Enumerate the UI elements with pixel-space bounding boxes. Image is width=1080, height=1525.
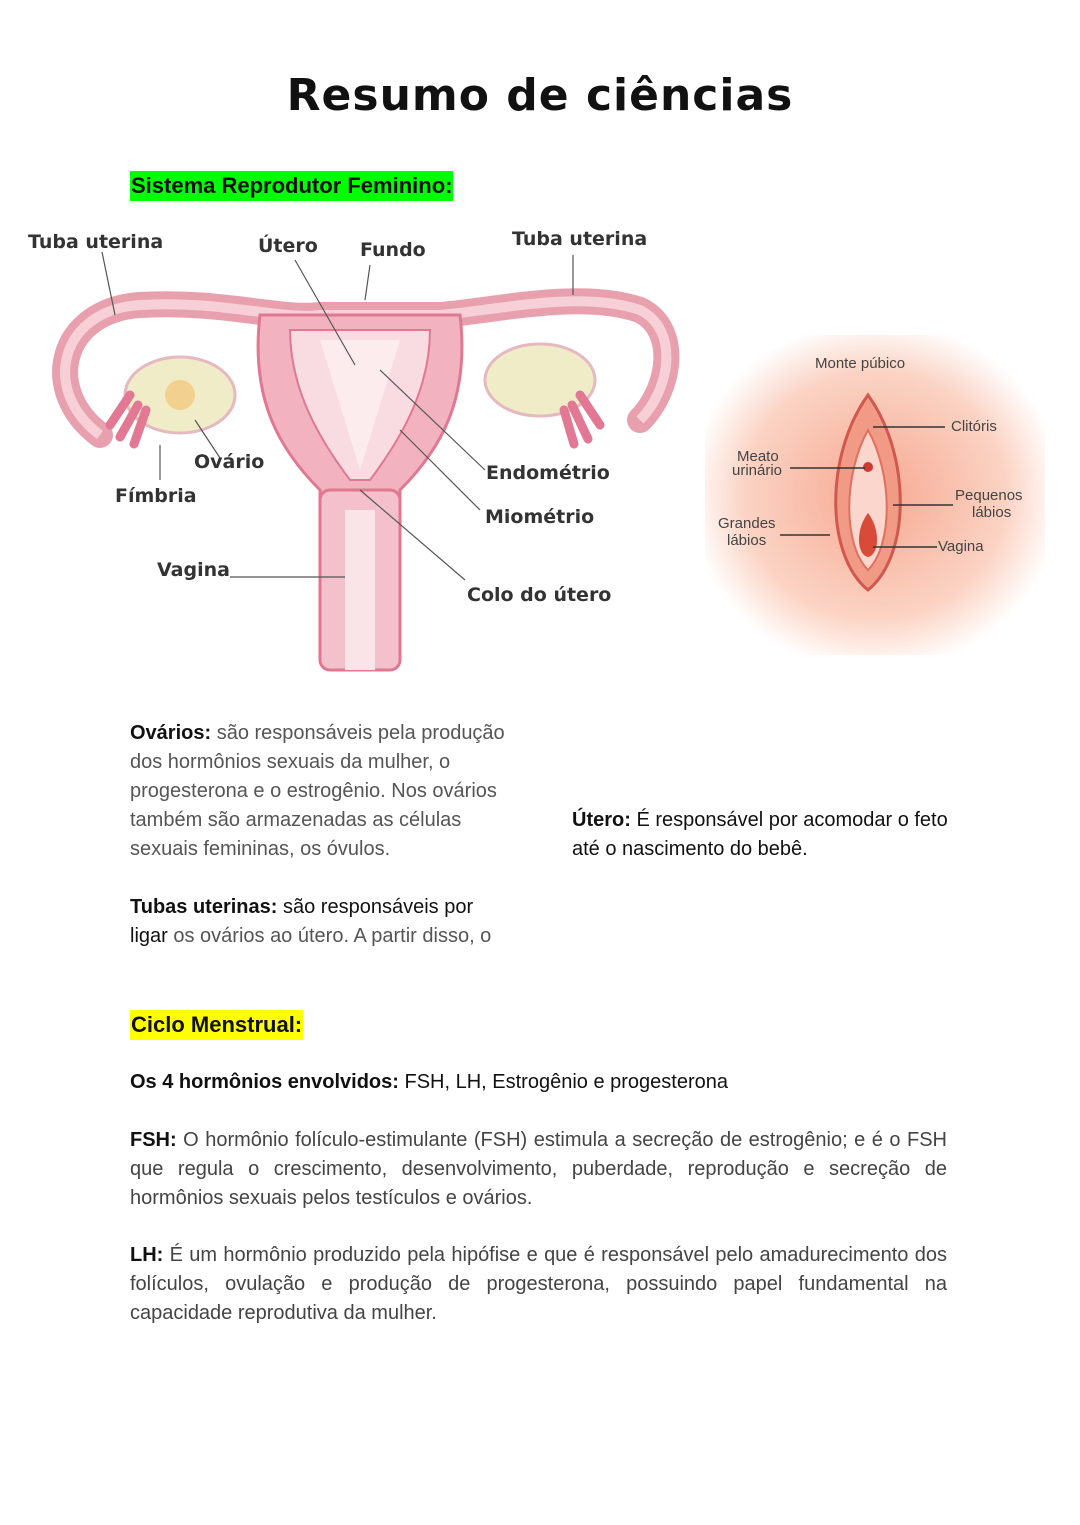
label-fimbria: Fímbria [115, 485, 197, 507]
term-tubas: Tubas uterinas: [130, 896, 278, 918]
paragraph-tubas [130, 893, 515, 951]
text-hormonios: FSH, LH, Estrogênio e progesterona [398, 1071, 728, 1093]
paragraph-ovarios [130, 719, 515, 864]
text-fsh: O hormônio folículo-estimulante (FSH) estimula a secreção de estrogênio; e é o FSH que regula o crescimento, desenvolvimento, puberdade, reprodução e secreção de hormônios sexuais pelos testículos e ovários. [130, 1129, 947, 1209]
text-ovarios: são responsáveis pela produção dos hormônios sexuais da mulher, o progesterona e o estrogênio. Nos ovários também são armazenadas as células sexuais femininas, os óvulos. [130, 722, 505, 860]
uterus-diagram [20, 220, 700, 680]
label-pequenos-2: lábios [972, 504, 1012, 521]
tubas-continuation [572, 719, 957, 777]
label-ovario: Ovário [194, 451, 265, 473]
paragraph-hormonios [130, 1068, 947, 1097]
label-meato-2: urinário [732, 462, 783, 479]
paragraph-utero [572, 806, 957, 864]
term-hormonios: Os 4 hormônios envolvidos: [130, 1071, 399, 1093]
label-tuba-uterina-right: Tuba uterina [512, 228, 648, 250]
text-tubas-gray: os ovários ao útero. A partir disso, o [173, 925, 492, 947]
label-meato-1: Meato [737, 448, 779, 465]
label-vagina-external: Vagina [938, 538, 984, 555]
vulva-diagram [705, 335, 1045, 655]
label-grandes-2: lábios [727, 532, 767, 549]
label-grandes-1: Grandes [718, 515, 776, 532]
text-utero: É responsável por acomodar o feto até o nascimento do bebê. [572, 809, 948, 860]
term-utero: Útero: [572, 809, 631, 831]
section-heading-ciclo: Ciclo Menstrual: [130, 1010, 303, 1040]
text-lh: É um hormônio produzido pela hipófise e que é responsável pelo amadurecimento dos folículos, ovulação e produção de progesterona, possuindo papel fundamental na capacidade reprodutiva da mulher. [130, 1244, 947, 1324]
paragraph-fsh [130, 1126, 947, 1213]
section-heading-reprodutor: Sistema Reprodutor Feminino: [130, 171, 453, 201]
text-column-right [572, 719, 957, 893]
term-ovarios: Ovários: [130, 722, 212, 744]
label-endometrio: Endométrio [486, 462, 610, 484]
label-fundo: Fundo [360, 239, 426, 261]
text-tubas-black: são responsáveis por ligar [130, 896, 474, 947]
label-utero: Útero [258, 235, 318, 257]
label-pequenos-1: Pequenos [955, 487, 1023, 504]
text-column-left [130, 719, 515, 980]
label-monte-pubico: Monte púbico [815, 355, 906, 372]
page-title: Resumo de ciências [286, 70, 794, 121]
label-colo-do-utero: Colo do útero [467, 584, 612, 606]
paragraph-lh [130, 1241, 947, 1328]
label-vagina: Vagina [157, 559, 230, 581]
term-lh: LH: [130, 1244, 164, 1266]
label-clitoris: Clitóris [951, 418, 997, 435]
label-miometrio: Miométrio [485, 506, 595, 528]
term-fsh: FSH: [130, 1129, 177, 1151]
label-tuba-uterina-left: Tuba uterina [28, 231, 164, 253]
